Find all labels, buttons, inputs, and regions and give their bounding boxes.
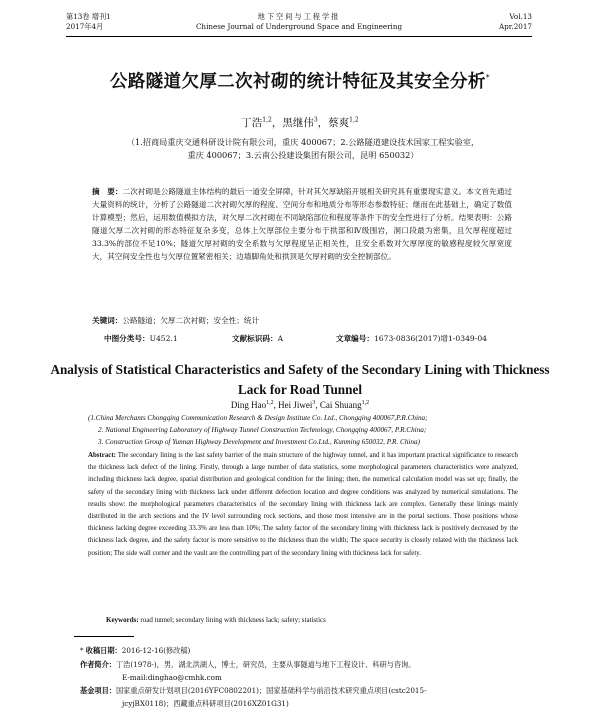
received-date <box>80 644 514 658</box>
journal-name-cn: 地下空间与工程学报 <box>257 12 341 21</box>
clc-label: 中图分类号： <box>104 334 150 343</box>
running-head-center <box>66 12 532 32</box>
fund-value-1: 国家重点研发计划项目(2016YFC0802201)；国家基础科学与前沿技术研究重点项目(cstc2015- <box>115 686 427 695</box>
author-sep: ， <box>271 117 283 129</box>
paper-title-cn <box>30 68 570 93</box>
title-mark: * <box>485 73 491 83</box>
keywords-en-text: road tunnel; secondary lining with thickness lack; safety; statistics <box>140 616 326 624</box>
document-code <box>232 333 283 344</box>
title-cn-text: 公路隧道欠厚二次衬砌的统计特征及其安全分析 <box>109 72 486 92</box>
author-sep: ， <box>317 117 329 129</box>
doc-label: 文献标识码： <box>232 334 278 343</box>
footnote-rule <box>74 636 134 637</box>
received-value: 2016-12-16(修改稿) <box>121 646 191 655</box>
volume-en: Vol.13 <box>509 12 532 21</box>
abstract-cn <box>92 186 512 263</box>
bio-label: 作者简介： <box>80 660 116 669</box>
affiliation-cn <box>110 136 496 162</box>
footnote-star: * <box>80 647 84 655</box>
volume-cn: 第13卷 增刊1 <box>66 12 111 21</box>
header-rule <box>66 36 532 37</box>
abstract-en-text: The secondary lining is the last safety barrier of the main structure of the highway tunnel, and it has important practical significance to research the thickness lack defect of the lining. Firstly, through a large number of data statistics, some morphological parameters characteristics were analyzed, including thickness lack degree, spatial distribution and geological condition for the lining; then, the numerical calculation model was set up; finally, the safety of the secondary lining with thickness lack under different defection location and degree conditions was analyzed by numerical simulations. The results show: the morphological parameters characteristics of the secondary lining with thickness lack are complex. Generally these linings mainly distributed in the arch sections and the IV level surrounding rock sections, and those most intensive are in the portal sections. Those positions whose thickness lacking degree exceeding 33.3% are less than 10%; The safety factor of the secondary lining with thickness lack is positively decreased by the thickness lack degree, and the safety factor is more sensitive to the thickness than the width; The space security is closely related with the thickness lack position; The side wall corner and the vault are the controlling part of the secondary lining with thickness lack for safety. <box>88 452 518 557</box>
affiliation-cn-line: （1.招商局重庆交通科研设计院有限公司，重庆 400067；2.公路隧道建设技术国家工程实验室， <box>126 137 480 147</box>
article-label: 文章编号： <box>336 334 374 343</box>
clc-number <box>104 333 178 344</box>
article-value: 1673-0836(2017)增1-0349-04 <box>373 334 487 343</box>
keywords-en <box>106 616 518 624</box>
authors-en <box>0 400 600 410</box>
date-cn: 2017年4月 <box>66 22 104 31</box>
clc-value: U452.1 <box>149 334 178 343</box>
fund-info-cont <box>80 697 514 710</box>
running-head <box>66 12 532 38</box>
author-en-1-sup: 1,2 <box>266 400 274 406</box>
authors-cn <box>0 115 600 130</box>
abstract-en-label: Abstract: <box>88 452 116 459</box>
affiliation-en-line: (1.China Merchants Chongqing Communication Research & Design Institute Co. Ltd., Chongqing 400067,P.R.China; <box>88 414 428 422</box>
author-en-2-sup: 3 <box>312 400 316 406</box>
doc-value: A <box>277 334 284 343</box>
date-en: Apr.2017 <box>498 22 532 31</box>
author-cn-2-sup: 3 <box>313 116 318 124</box>
keywords-en-label: Keywords: <box>106 616 139 624</box>
author-cn-3: 蔡爽 <box>328 117 350 129</box>
paper-title-en: Analysis of Statistical Characteristics and Safety of the Secondary Lining with Thickness Lack for Road Tunnel <box>50 362 550 397</box>
email-value: E-mail:dinghao@cmhk.com <box>122 673 222 682</box>
journal-name-en: Chinese Journal of Underground Space and Engineering <box>195 22 403 31</box>
fund-info <box>80 684 514 697</box>
affiliation-en <box>88 412 540 448</box>
author-en-3-sup: 1,2 <box>361 400 370 406</box>
abstract-cn-label: 摘 要： <box>92 187 123 196</box>
author-sep: , <box>273 400 279 410</box>
bio-value: 丁浩(1978-)，男，湖北洪湖人，博士，研究员，主要从事隧道与地下工程设计、科研与咨询。 <box>115 660 416 669</box>
classification-row <box>104 333 512 345</box>
running-head-right <box>499 12 532 32</box>
affiliation-en-line: 3. Construction Group of Yunnan Highway Development and Investment Co.Ltd., Kunming 650032, P.R. China) <box>98 438 420 446</box>
author-en-1: Ding Hao <box>230 400 267 410</box>
author-en-2: Hei Jiwei <box>278 400 313 410</box>
author-en-3: Cai Shuang <box>319 400 362 410</box>
abstract-en <box>88 450 518 560</box>
author-bio <box>80 658 514 671</box>
affiliation-en-line: 2. National Engineering Laboratory of Highway Tunnel Construction Technology, Chongqing 400067, P.R.China; <box>98 426 427 434</box>
fund-label: 基金项目： <box>80 686 116 695</box>
author-sep: , <box>315 400 320 410</box>
author-cn-1-sup: 1,2 <box>262 116 272 124</box>
author-email <box>80 671 514 684</box>
article-number <box>336 333 487 344</box>
keywords-cn <box>92 315 512 327</box>
abstract-cn-text: 二次衬砌是公路隧道主体结构的最后一道安全屏障，针对其欠厚缺陷开展相关研究具有重要现实意义。本文首先通过大量资料的统计，分析了公路隧道二次衬砌欠厚的程度、空间分布和地质分布等形态参数特征；继而在此基础上，确定了数值计算模型；然后，运用数值模拟方法，对欠厚二次衬砌在不同缺陷部位和程度等条件下的安全性进行了分析。结果表明：公路隧道欠厚二次衬砌的形态特征复杂多变，总体上欠厚部位主要分布于拱部和Ⅳ级围岩，洞口段最为密集，且欠厚程度超过33.3%的部位不足10%；隧道欠厚衬砌的安全系数与欠厚程度呈正相关性，且安全系数对欠厚厚度的敏感程度较欠厚宽度大，其空间安全性也与欠厚位置紧密相关；边墙脚角处和拱顶是欠厚衬砌的安全控制部位。 <box>92 187 513 261</box>
footnotes <box>80 644 514 710</box>
author-cn-1: 丁浩 <box>241 117 263 129</box>
author-cn-3-sup: 1,2 <box>349 116 359 124</box>
affiliation-cn-line: 重庆 400067；3.云南公投建设集团有限公司，昆明 650032） <box>187 150 419 160</box>
fund-value-2: jcyjBX0118)；西藏重点科研项目(2016XZ01G31) <box>122 699 289 708</box>
author-cn-2: 黑继伟 <box>282 117 314 129</box>
keywords-cn-label: 关键词： <box>92 316 123 325</box>
received-label: 收稿日期： <box>85 646 122 655</box>
keywords-cn-text: 公路隧道；欠厚二次衬砌；安全性；统计 <box>122 316 260 325</box>
